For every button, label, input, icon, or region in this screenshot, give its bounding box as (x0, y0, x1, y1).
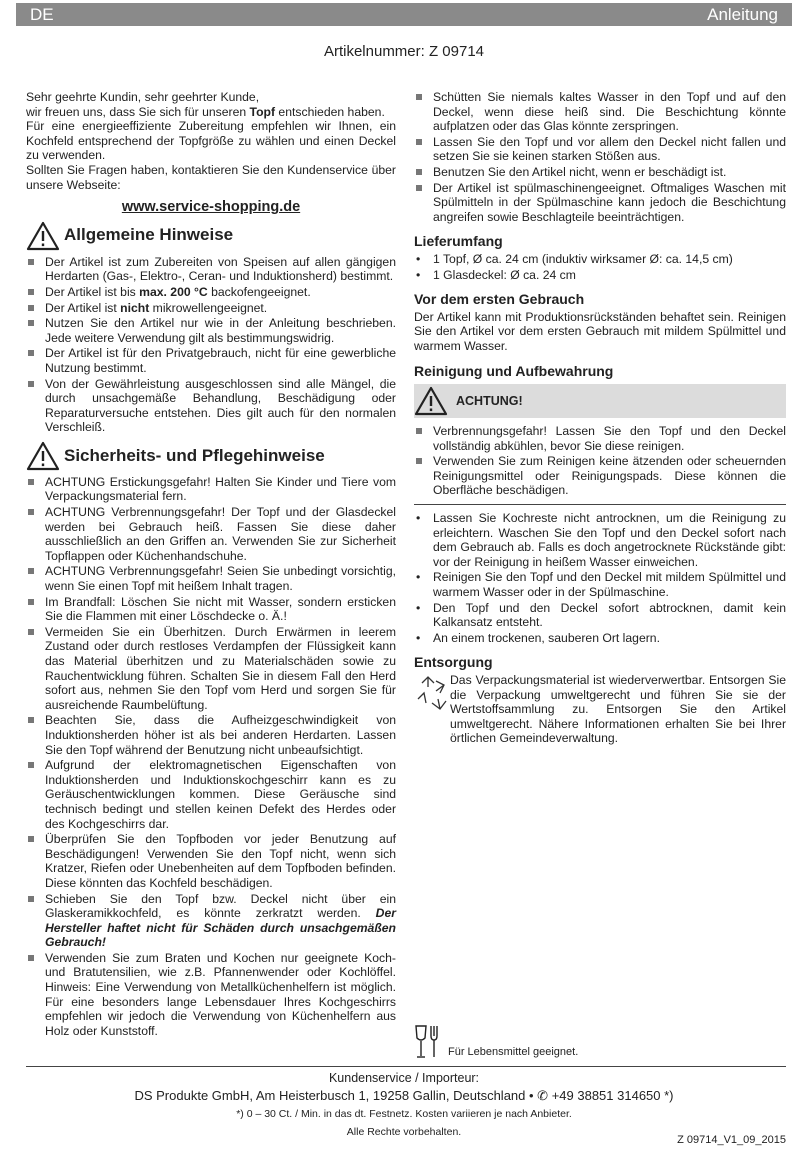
disposal-title: Entsorgung (414, 654, 493, 671)
list-item: Von der Gewährleistung ausgeschlossen sind alle Mängel, die durch unsachgemäße Behandlung, Beschädigung oder Reparaturversuche entstehen. Dies gilt auch für den normalen Verschleiß. (26, 377, 396, 435)
section-title: Allgemeine Hinweise (64, 225, 234, 245)
list-item: Schieben Sie den Topf bzw. Deckel nicht über ein Glaskeramikkochfeld, es könnte zerkratzt werden. Der Hersteller haftet nicht für Schäden durch unsachgemäßen Gebrauch! (26, 892, 396, 950)
list-item: Verwenden Sie zum Braten und Kochen nur geeignete Koch- und Bratutensilien, wie z.B. Pfannenwender oder Kochlöffel. Hinweis: Eine Verwendung von Metallküchenhelfern ist möglich. Für eine besonders lange Lebensdauer Ihres Kochgeschirrs empfehlen wir jedoch die Verwendung von Küchenhelfern aus Holz oder Kunststoff. (26, 951, 396, 1039)
intro-contact: Sollten Sie Fragen haben, kontaktieren Sie den Kundenservice über unsere Webseite: (26, 162, 396, 192)
list-item: Schütten Sie niemals kaltes Wasser in den Topf und auf den Deckel, wenn diese heiß sind. Die Beschichtung könnte aufplatzen oder das Glas könnte zerspringen. (414, 90, 786, 134)
list-item: Nutzen Sie den Artikel nur wie in der Anleitung beschrieben. Jede weitere Verwendung gilt als bestimmungswidrig. (26, 316, 396, 345)
list-item: Vermeiden Sie ein Überhitzen. Durch Erwärmen in leerem Zustand oder durch restloses Verdampfen der Flüssigkeit kann das Material überhitzen und zu Materialschäden sowie zu Rauchentwicklung führen. Schalten Sie in diesem Fall den Herd sofort aus, nehmen Sie den Topf vom Herd und sorgen Sie für ausreichende Raumbelüftung. (26, 625, 396, 713)
footer-rights: Alle Rechte vorbehalten. (346, 1126, 462, 1138)
list-item: • 1 Topf, Ø ca. 24 cm (induktiv wirksamer Ø: ca. 14,5 cm) (414, 252, 786, 267)
greeting: Sehr geehrte Kundin, sehr geehrter Kunde, (26, 90, 260, 104)
recycle-icon (414, 673, 450, 713)
safety-list-continued (414, 90, 786, 224)
list-item: Im Brandfall: Löschen Sie nicht mit Wasser, sondern ersticken Sie die Flammen mit einer Löschdecke o. Ä.! (26, 595, 396, 624)
list-item: Der Artikel ist für den Privatgebrauch, nicht für eine gewerbliche Nutzung bestimmt. (26, 346, 396, 375)
header-bar (16, 3, 792, 26)
footer-divider (26, 1066, 786, 1067)
footer-note: *) 0 – 30 Ct. / Min. in das dt. Festnetz. Kosten variieren je nach Anbieter. (236, 1108, 572, 1120)
footer-address: DS Produkte GmbH, Am Heisterbusch 1, 19258 Gallin, Deutschland • (134, 1088, 534, 1103)
document-version: Z 09714_V1_09_2015 (677, 1134, 786, 1146)
warning-triangle-icon (414, 386, 448, 416)
footer-service: Kundenservice / Importeur: (328, 1071, 480, 1085)
list-item: Der Artikel ist zum Zubereiten von Speisen auf allen gängigen Herdarten (Gas-, Elektro-, Ceran- und Induktionsherd) bestimmt. (26, 255, 396, 284)
list-item: • An einem trockenen, sauberen Ort lagern. (414, 631, 786, 646)
warning-triangle-icon (26, 221, 60, 251)
list-item: Der Artikel ist spülmaschinengeeignet. Oftmaliges Waschen mit Spülmitteln in der Spülmaschine kann jedoch die Beschichtung angreifen sowie Beschlagteile beeinträchtigen. (414, 181, 786, 225)
warning-label: ACHTUNG! (456, 393, 523, 408)
cleaning-warning-list (414, 424, 786, 498)
footer-phone: +49 38851 314650 *) (551, 1088, 674, 1103)
intro-paragraph: Für eine energieeffiziente Zubereitung empfehlen wir Ihnen, ein Kochfeld entsprechend der Topfgröße zu wählen und einen Deckel zu verwenden. (26, 119, 396, 163)
general-list (26, 255, 396, 435)
glass-fork-icon (414, 1024, 442, 1060)
website-link[interactable]: www.service-shopping.de (121, 199, 301, 216)
list-item: Lassen Sie den Topf und vor allem den Deckel nicht fallen und setzen Sie sie keinen starken Stößen aus. (414, 135, 786, 164)
list-item: • Den Topf und den Deckel sofort abtrocknen, damit kein Kalkansatz entsteht. (414, 601, 786, 630)
list-item: • Reinigen Sie den Topf und den Deckel mit mildem Spülmittel und warmem Wasser oder in der Spülmaschine. (414, 570, 786, 599)
article-number: Artikelnummer: Z 09714 (323, 43, 485, 60)
list-item: Der Artikel ist bis max. 200 °C backofengeeignet. (26, 285, 396, 300)
list-item: ACHTUNG Verbrennungsgefahr! Seien Sie unbedingt vorsichtig, wenn Sie einen Topf mit heißem Inhalt tragen. (26, 564, 396, 593)
disposal-block (414, 673, 786, 746)
list-item: Verbrennungsgefahr! Lassen Sie den Topf und den Deckel vollständig abkühlen, bevor Sie diese reinigen. (414, 424, 786, 453)
document-type: Anleitung (707, 5, 778, 24)
list-item: Beachten Sie, dass die Aufheizgeschwindigkeit von Induktionsherden höher ist als bei anderen Herdarten. Lassen Sie den Topf während der Benutzung nicht unbeaufsichtigt. (26, 713, 396, 757)
list-item: ACHTUNG Verbrennungsgefahr! Der Topf und der Glasdeckel werden bei Gebrauch heiß. Fassen Sie diese daher ausschließlich an den Griffen an. Verwenden Sie zur Sicherheit Topflappen oder Küchenhandschuhe. (26, 505, 396, 563)
intro-thanks: wir freuen uns, dass Sie sich für unseren Topf entschieden haben. (26, 104, 385, 119)
food-safe-block (414, 1024, 578, 1060)
food-safe-label: Für Lebensmittel geeignet. (448, 1046, 579, 1059)
right-column (414, 90, 786, 746)
warning-box (414, 384, 786, 418)
language-code: DE (30, 5, 54, 24)
cleaning-list (414, 511, 786, 645)
phone-icon: ✆ (537, 1088, 549, 1103)
section-title: Sicherheits- und Pflegehinweise (64, 445, 325, 465)
list-item: Aufgrund der elektromagnetischen Eigenschaften von Induktionsherden und Induktionskochgeschirr kann es zu Geräuschentwicklungen kommen. Diese Geräusche sind technisch bedingt und stellen keinen Defekt des Herdes oder des Kochgeschirrs dar. (26, 758, 396, 831)
list-item: Benutzen Sie den Artikel nicht, wenn er beschädigt ist. (414, 165, 786, 180)
warning-triangle-icon (26, 441, 60, 471)
safety-list (26, 475, 396, 1039)
divider (414, 504, 786, 505)
left-column (26, 90, 396, 1039)
list-item: Verwenden Sie zum Reinigen keine ätzenden oder scheuernden Reinigungsmittel oder Reinigungspads. Diese können die Oberfläche beschädigen. (414, 454, 786, 498)
scope-title: Lieferumfang (414, 233, 503, 250)
list-item: • Lassen Sie Kochreste nicht antrocknen, um die Reinigung zu erleichtern. Waschen Sie den Topf und den Deckel sofort nach dem Gebrauch ab. Falls es doch angetrocknete Rückstände gibt: vor der Reinigung in heißem Wasser einweichen. (414, 511, 786, 569)
list-item: Überprüfen Sie den Topfboden vor jeder Benutzung auf Beschädigungen! Verwenden Sie den Topf nicht, wenn sich Kratzer, Riefen oder Unebenheiten auf dem Topfboden befinden. Diese könnten das Kochfeld beschädigen. (26, 832, 396, 890)
list-item: Der Artikel ist nicht mikrowellengeeignet. (26, 301, 396, 316)
list-item: ACHTUNG Erstickungsgefahr! Halten Sie Kinder und Tiere vom Verpackungsmaterial fern. (26, 475, 396, 504)
safety-heading (26, 441, 396, 471)
scope-list (414, 252, 786, 282)
cleaning-title: Reinigung und Aufbewahrung (414, 362, 614, 379)
footer-address-line (0, 1089, 808, 1104)
first-use-text: Der Artikel kann mit Produktionsrückständen behaftet sein. Reinigen Sie den Artikel vor dem ersten Gebrauch mit mildem Spülmittel und warmem Wasser. (414, 309, 786, 353)
general-heading (26, 221, 396, 251)
disposal-text: Das Verpackungsmaterial ist wiederverwertbar. Entsorgen Sie die Verpackung umweltgerecht und führen Sie sie der Wertstoffsammlung zu. Entsorgen Sie den Artikel umweltgerecht. Nähere Informationen erhalten Sie bei Ihrer örtlichen Gemeindeverwaltung. (450, 673, 786, 746)
list-item: • 1 Glasdeckel: Ø ca. 24 cm (414, 268, 786, 283)
first-use-title: Vor dem ersten Gebrauch (414, 291, 585, 308)
